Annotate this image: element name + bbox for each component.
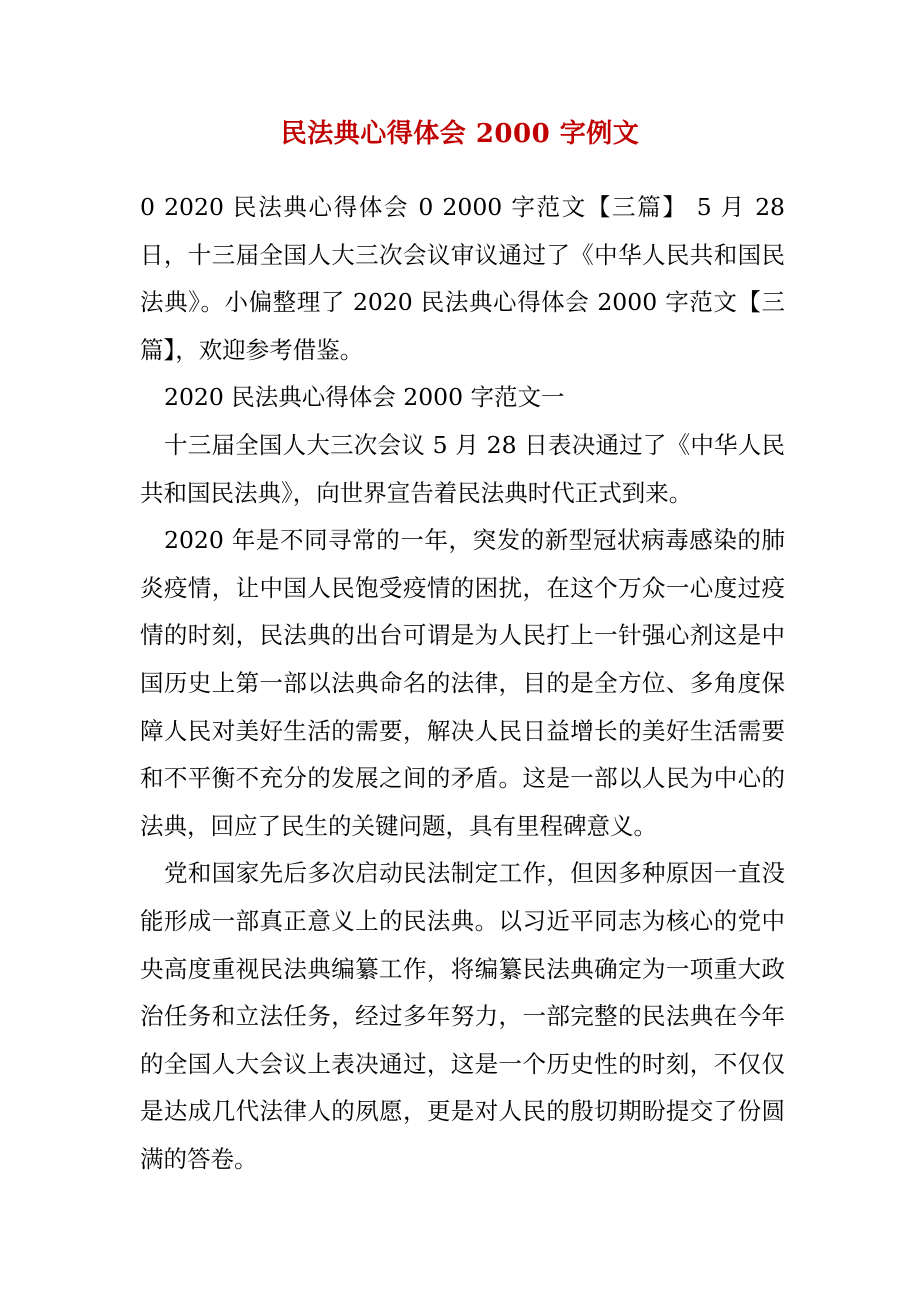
- intro-paragraph: 0 2020 民法典心得体会 0 2000 字范文【三篇】 5 月 28 日，十三届全国人大三次会议审议通过了《中华人民共和国民法典》。小偏整理了 2020 民法典心得体会 2000 字范文【三篇】，欢迎参考借鉴。: [140, 193, 785, 364]
- paragraph-adoption: 十三届全国人大三次会议 5 月 28 日表决通过了《中华人民共和国民法典》，向世界宣告着民法典时代正式到来。: [140, 430, 785, 507]
- paragraph-history: 党和国家先后多次启动民法制定工作，但因多种原因一直没能形成一部真正意义上的民法典。以习近平同志为核心的党中央高度重视民法典编纂工作，将编纂民法典确定为一项重大政治任务和立法任务，经过多年努力，一部完整的民法典在今年的全国人大会议上表决通过，这是一个历史性的时刻，不仅仅是达成几代法律人的夙愿，更是对人民的殷切期盼提交了份圆满的答卷。: [140, 859, 785, 1173]
- paragraph-2020: 2020 年是不同寻常的一年，突发的新型冠状病毒感染的肺炎疫情，让中国人民饱受疫情的困扰，在这个万众一心度过疫情的时刻，民法典的出台可谓是为人民打上一针强心剂这是中国历史上第一部以法典命名的法律，目的是全方位、多角度保障人民对美好生活的需要，解决人民日益增长的美好生活需要和不平衡不充分的发展之间的矛盾。这是一部以人民为中心的法典，回应了民生的关键问题，具有里程碑意义。: [140, 526, 785, 840]
- document-title: 民法典心得体会 2000 字例文: [280, 119, 640, 149]
- section-heading: 2020 民法典心得体会 2000 字范文一: [164, 383, 565, 412]
- document-body: [140, 184, 785, 1183]
